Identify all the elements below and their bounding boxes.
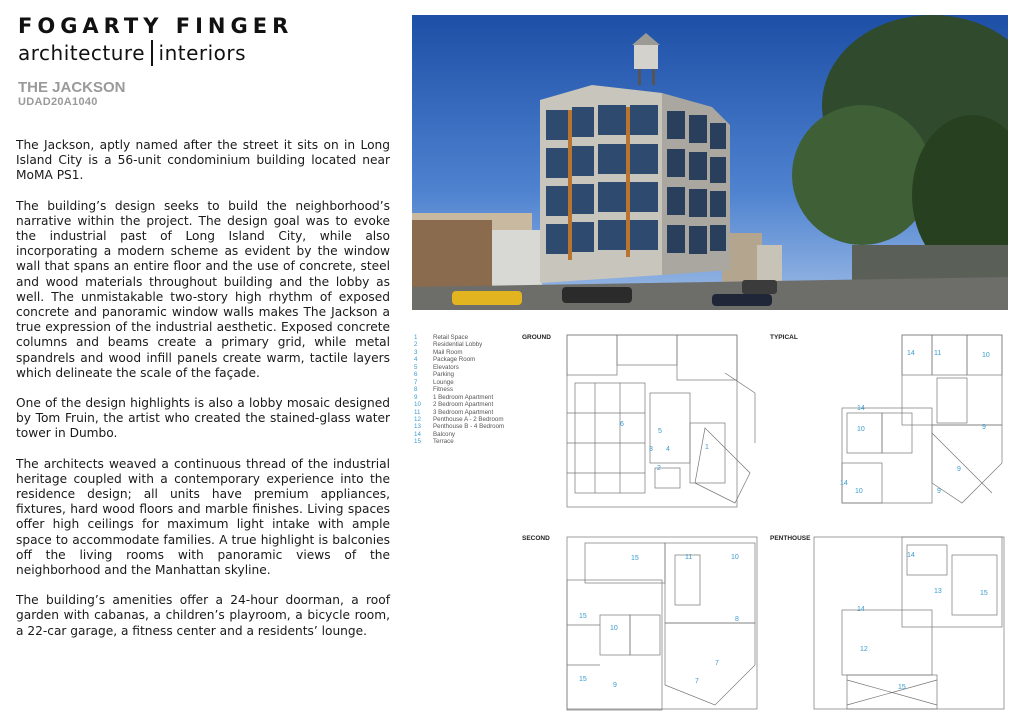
plan-mark: 12 [860,646,868,653]
legend-item: 12 Penthouse A - 2 Bedroom [414,415,504,423]
legend-item: 5 Elevators [414,363,459,371]
plan-mark: 9 [937,488,941,495]
plan-mark: 8 [735,616,739,623]
plan-mark: 14 [857,606,865,613]
logo-architecture: architecture [18,41,146,65]
legend-item: 11 3 Bedroom Apartment [414,408,494,416]
floor-plan-second [565,535,760,713]
plan-mark: 7 [715,660,719,667]
description-text [16,138,390,654]
plan-mark: 9 [982,424,986,431]
plan-label-typical: TYPICAL [770,334,798,341]
paragraph: One of the design highlights is also a lobby mosaic designed by Tom Fruin, the artist who created the stained-glass water tower in Dumbo. [16,396,390,441]
plan-mark: 14 [907,552,915,559]
plan-mark: 10 [731,554,739,561]
legend-item: 9 1 Bedroom Apartment [414,393,494,401]
plan-mark: 13 [934,588,942,595]
paragraph: The building’s amenities offer a 24-hour doorman, a roof garden with cabanas, a children’s playroom, a bicycle room, a 22-car garage, a fitness center and a residents’ lounge. [16,593,390,638]
plan-mark: 1 [705,444,709,451]
logo-interiors: interiors [158,41,247,65]
logo-wordmark: FOGARTY FINGER [18,14,294,38]
plan-legend [414,334,504,446]
plan-mark: 15 [898,684,906,691]
plan-mark: 14 [907,350,915,357]
legend-item: 7 Lounge [414,378,454,386]
logo-divider [151,40,153,66]
plan-mark: 15 [579,613,587,620]
floor-plan-ground [565,333,760,511]
paragraph: The building’s design seeks to build the neighborhood’s narrative within the project. The design goal was to evoke the industrial past of Long Island City, while also incorporating a modern scheme as evident by the window wall that spans an entire floor and the use of concrete, steel and wood materials throughout building and the lobby as well. The unmistakable two-story high rhythm of exposed concrete and panoramic window walls makes The Jackson a true expression of the industrial aesthetic. Exposed concrete columns and beams create a primary grid, while metal spandrels and wood infill panels create warm, tactile layers which delineate the scale of the façade. [16,198,390,380]
plan-mark: 10 [857,426,865,433]
plan-mark: 15 [631,555,639,562]
legend-item: 1 Retail Space [414,334,469,341]
plan-mark: 11 [685,554,693,561]
plan-mark: 7 [695,678,699,685]
floor-plan-penthouse [812,535,1007,713]
floor-plan-typical [812,333,1007,511]
legend-item: 4 Package Room [414,356,476,364]
paragraph: The architects weaved a continuous thread of the industrial heritage coupled with a contemporary experience into the residence design; all units have premium appliances, fixtures, hard wood floors and marble finishes. Living spaces offer high ceilings for maximum light intake with ample space to accommodate families. A true highlight is balconies off the living rooms with panoramic views of the neighborhood and the Manhattan skyline. [16,456,390,578]
plan-mark: 2 [657,465,661,472]
building-photo [412,15,1008,310]
plan-mark: 10 [610,625,618,632]
logo-subline [18,40,246,66]
plan-label-penthouse: PENTHOUSE [770,535,811,542]
project-title: THE JACKSON [18,79,126,96]
plan-mark: 11 [934,350,942,357]
plan-mark: 14 [840,480,848,487]
plan-mark: 6 [620,421,624,428]
legend-item: 10 2 Bedroom Apartment [414,401,494,409]
plan-mark: 15 [579,676,587,683]
plan-mark: 5 [658,428,662,435]
plan-label-ground: GROUND [522,334,551,341]
plan-mark: 10 [982,352,990,359]
legend-item: 8 Fitness [414,386,453,394]
plan-mark: 14 [857,405,865,412]
plan-mark: 4 [666,446,670,453]
legend-item: 3 Mail Room [414,348,463,356]
legend-item: 15 Terrace [414,438,454,446]
project-code: UDAD20A1040 [18,96,98,108]
legend-item: 6 Parking [414,371,454,379]
paragraph: The Jackson, aptly named after the street it sits on in Long Island City is a 56-unit condominium building located near MoMA PS1. [16,138,390,183]
plan-label-second: SECOND [522,535,550,542]
plan-mark: 9 [957,466,961,473]
legend-item: 14 Balcony [414,430,456,438]
plan-mark: 10 [855,488,863,495]
plan-mark: 3 [649,446,653,453]
legend-item: 13 Penthouse B - 4 Bedroom [414,423,505,431]
plan-mark: 9 [613,682,617,689]
plan-mark: 15 [980,590,988,597]
legend-item: 2 Residential Lobby [414,341,483,349]
